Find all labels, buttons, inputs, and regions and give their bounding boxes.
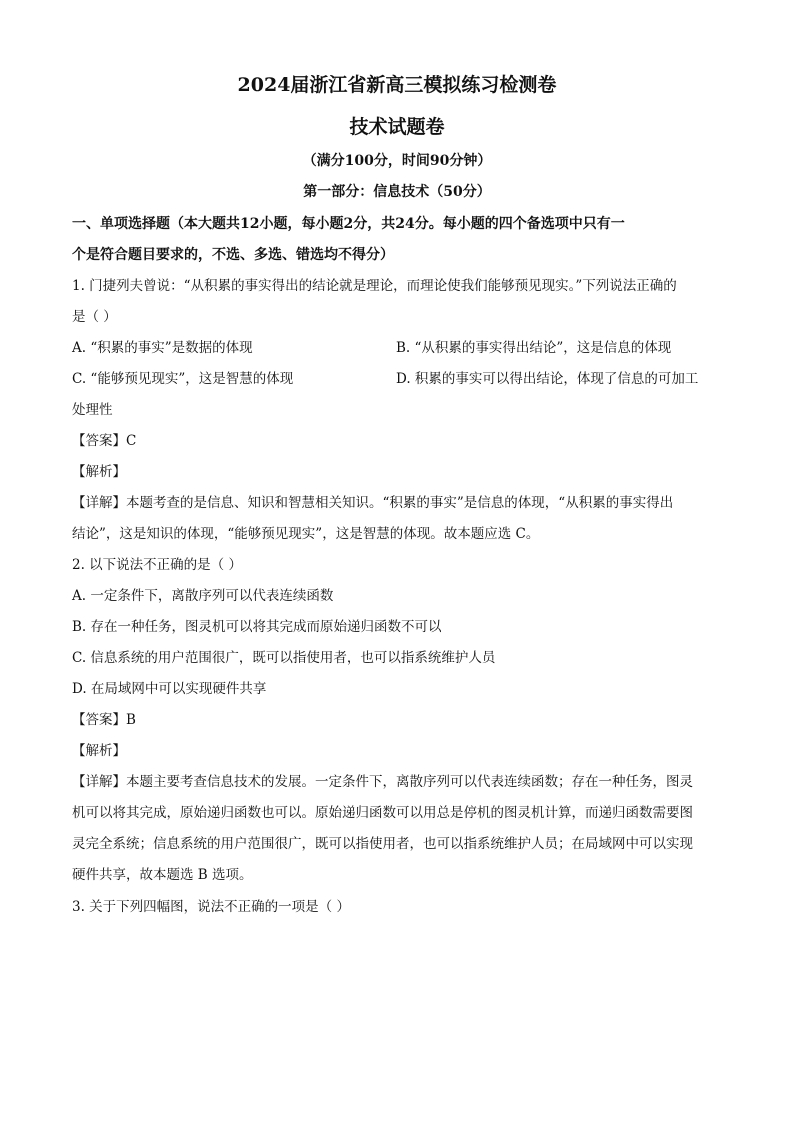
q2-option-a: A. 一定条件下，离散序列可以代表连续函数: [72, 588, 334, 604]
q2-answer: 【答案】B: [72, 712, 136, 728]
q1-detail-line1: 【详解】本题考查的是信息、知识和智慧相关知识。“积累的事实”是信息的体现，“从积累的事实得出: [72, 495, 674, 511]
q1-option-b: B. “从积累的事实得出结论”，这是信息的体现: [396, 340, 672, 356]
q2-option-b: B. 存在一种任务，图灵机可以将其完成而原始递归函数不可以: [72, 619, 442, 635]
q3-stem: 3. 关于下列四幅图，说法不正确的一项是（ ）: [72, 899, 350, 915]
q2-option-d: D. 在局域网中可以实现硬件共享: [72, 681, 267, 697]
q1-analysis-label: 【解析】: [72, 464, 126, 480]
q2-option-c: C. 信息系统的用户范围很广，既可以指使用者，也可以指系统维护人员: [72, 650, 496, 666]
q2-detail-line2: 机可以将其完成，原始递归函数也可以。原始递归函数可以用总是停机的图灵机计算，而递归函数需要图: [72, 805, 693, 821]
q2-detail-line3: 灵完全系统；信息系统的用户范围很广，既可以指使用者，也可以指系统维护人员；在局域网中可以实现: [72, 836, 693, 852]
q1-answer: 【答案】C: [72, 433, 137, 449]
section-heading-line2: 个是符合题目要求的，不选、多选、错选均不得分）: [72, 247, 394, 263]
exam-title: 2024届浙江省新高三模拟练习检测卷: [237, 74, 557, 96]
q2-detail-line1: 【详解】本题主要考查信息技术的发展。一定条件下，离散序列可以代表连续函数；存在一种任务，图灵: [72, 774, 693, 790]
q1-detail-line2: 结论”，这是知识的体现，“能够预见现实”，这是智慧的体现。故本题应选 C。: [72, 526, 540, 542]
q1-option-d-line1: D. 积累的事实可以得出结论，体现了信息的可加工: [396, 371, 699, 387]
q1-option-a: A. “积累的事实”是数据的体现: [72, 340, 253, 356]
q1-stem-line2: 是（ ）: [72, 309, 117, 325]
exam-subtitle: 技术试题卷: [349, 116, 445, 138]
q1-stem-line1: 1. 门捷列夫曾说：“从积累的事实得出的结论就是理论，而理论使我们能够预见现实。”下列说法正确的: [72, 278, 677, 294]
q1-option-d-line2: 处理性: [72, 402, 113, 418]
q2-analysis-label: 【解析】: [72, 743, 126, 759]
q1-option-c: C. “能够预见现实”，这是智慧的体现: [72, 371, 294, 387]
part-heading: 第一部分：信息技术（50分）: [303, 184, 491, 200]
section-heading-line1: 一、单项选择题（本大题共12小题，每小题2分，共24分。每小题的四个备选项中只有一: [72, 216, 625, 232]
exam-info: （满分100分，时间90分钟）: [302, 153, 492, 169]
q2-stem: 2. 以下说法不正确的是（ ）: [72, 557, 242, 573]
q2-detail-line4: 硬件共享，故本题选 B 选项。: [72, 867, 253, 883]
